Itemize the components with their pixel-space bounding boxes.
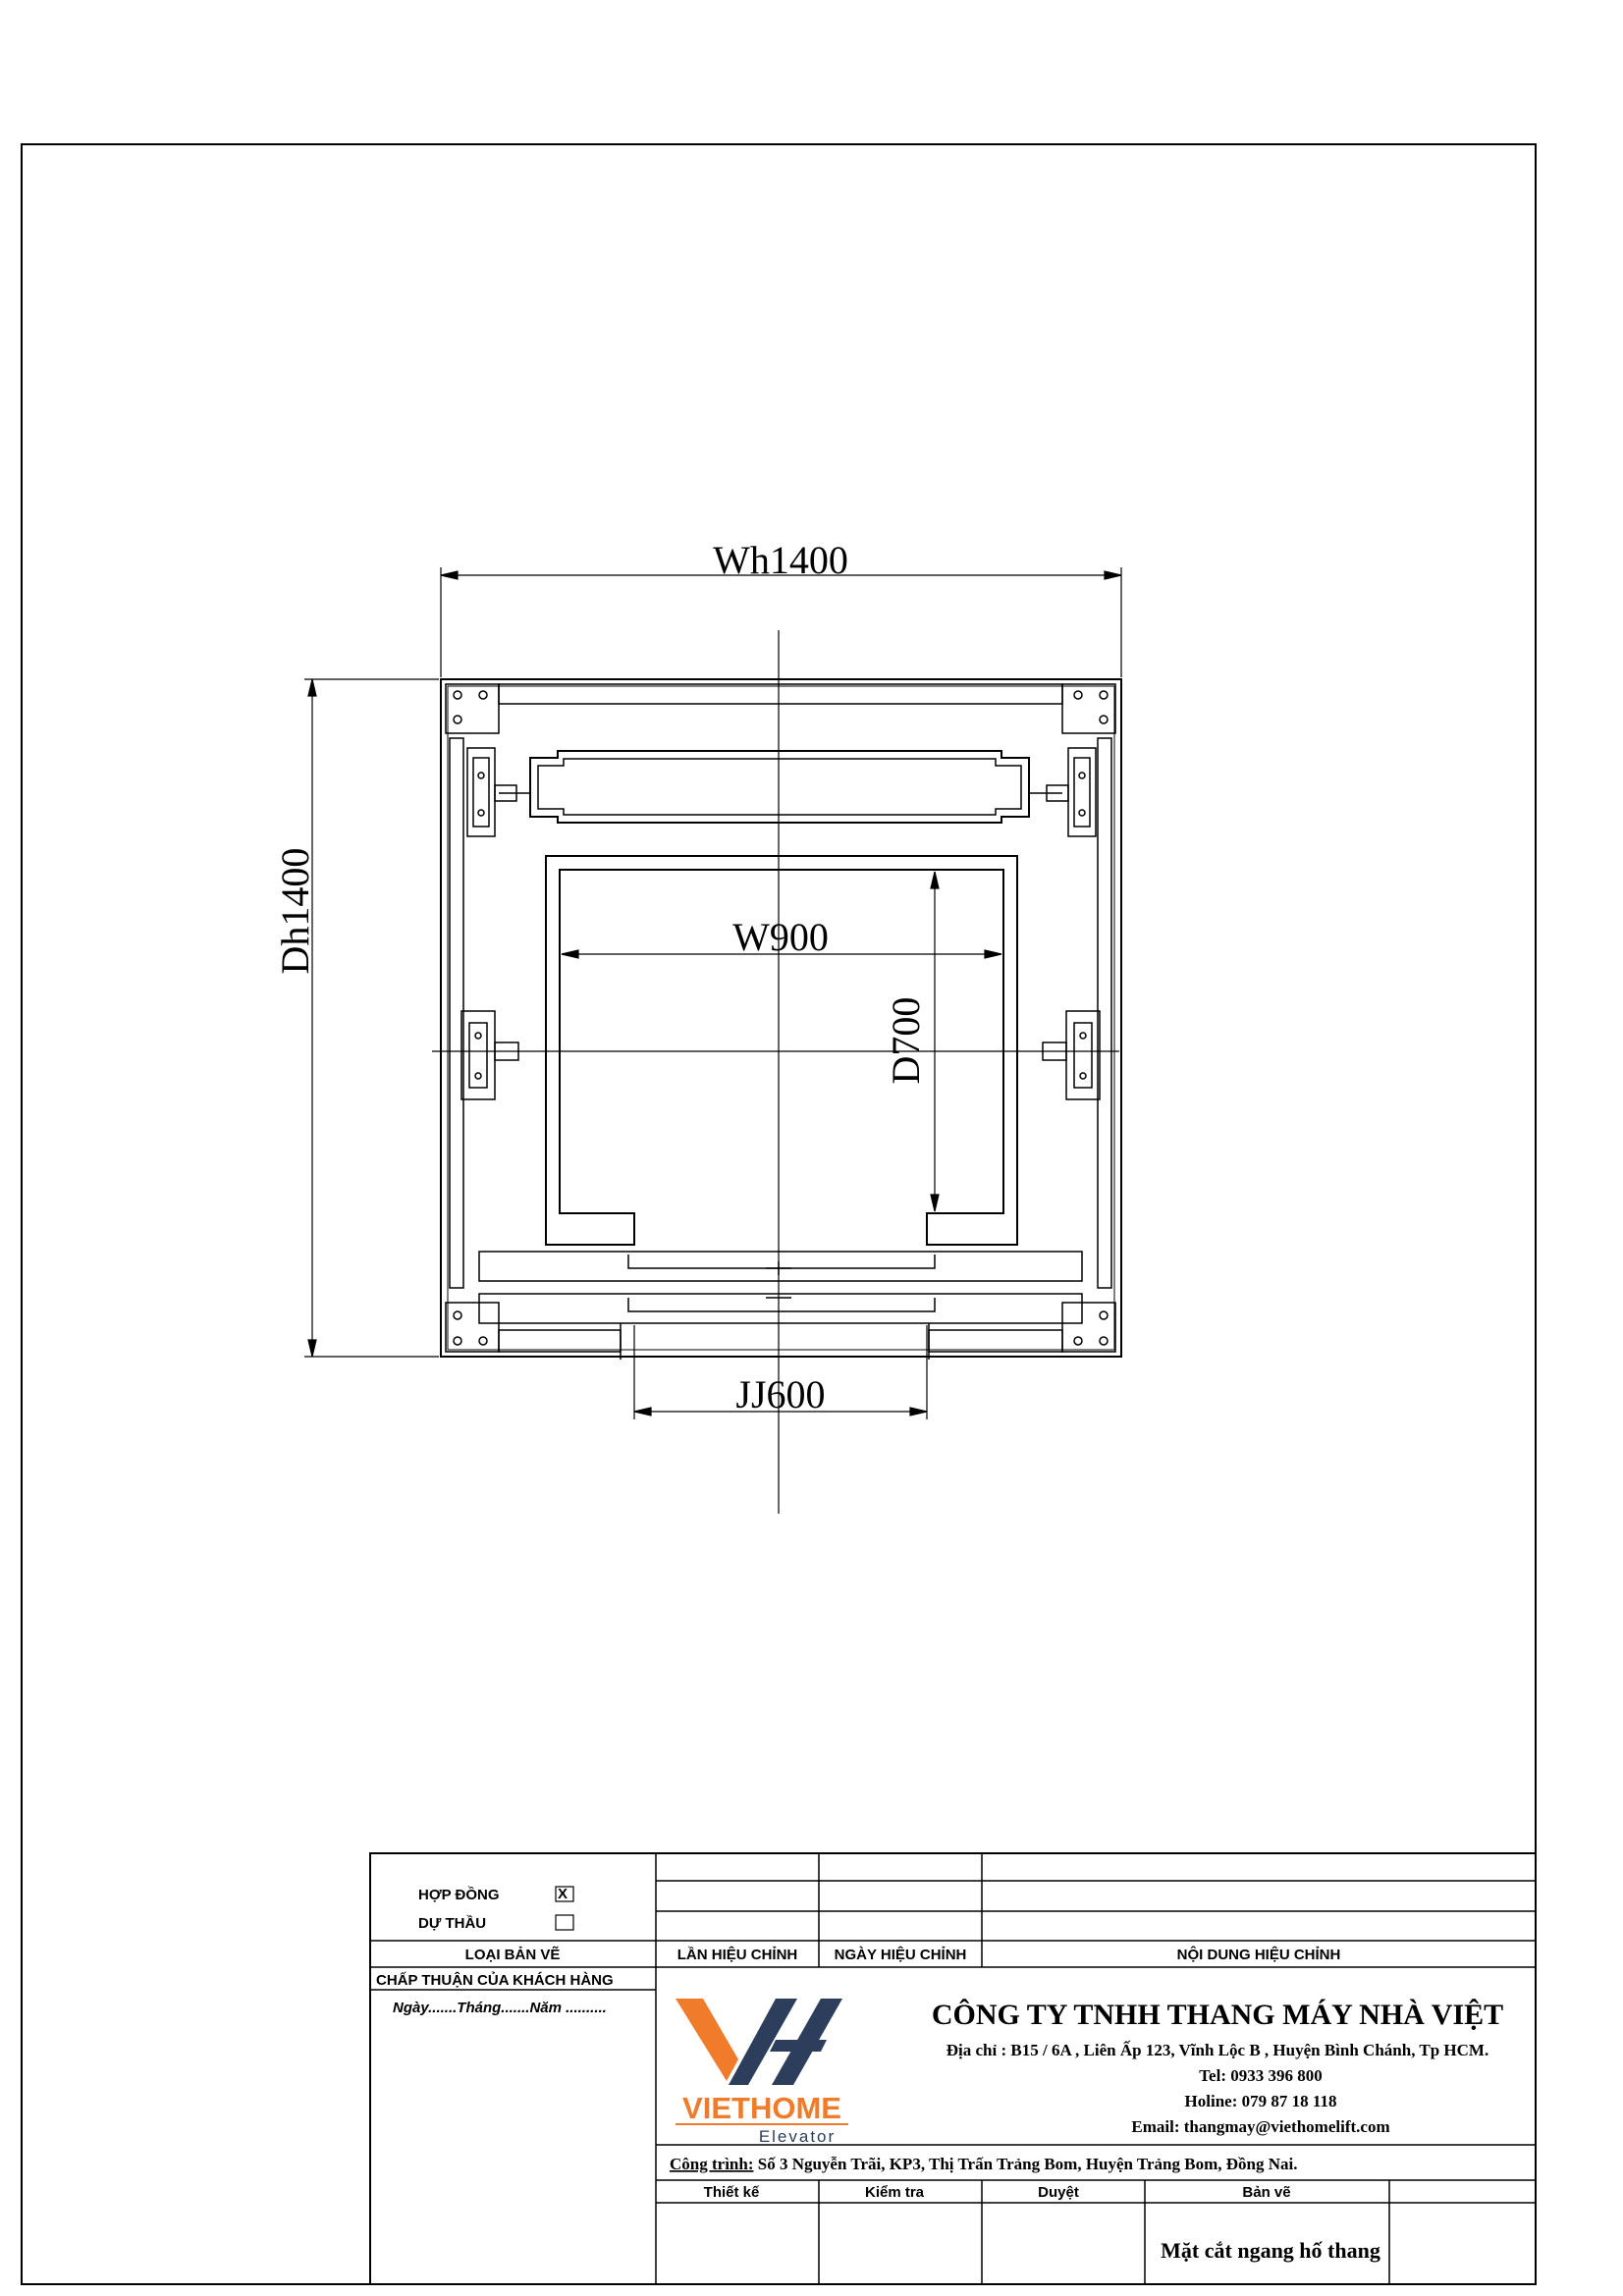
company-hotline: Holine: 079 87 18 118 — [1184, 2092, 1337, 2110]
door-jambs — [499, 1323, 1062, 1360]
designer-label: Thiết kế — [703, 2184, 760, 2201]
shaft-inner-outline — [448, 686, 1114, 1350]
logo-sub: Elevator — [758, 2127, 837, 2146]
contract-mark: X — [558, 1886, 568, 1902]
title-block — [370, 1853, 1536, 2284]
car-depth-label: D700 — [884, 996, 928, 1085]
approval-label: CHẤP THUẬN CỦA KHÁCH HÀNG — [376, 1972, 614, 1989]
viethome-logo — [676, 1999, 842, 2085]
approval-date-line: Ngày.......Tháng.......Năm .......... — [393, 2000, 607, 2016]
svg-text:Công trình: Số 3 Nguyễn Trãi, — [670, 2155, 1298, 2173]
tender-checkbox — [556, 1915, 573, 1930]
drawing-label: Bản vẽ — [1242, 2184, 1291, 2201]
corner-bracket-tl — [446, 684, 499, 733]
drawing-type-label: LOẠI BẢN VẼ — [464, 1947, 561, 1963]
company-address: Địa chỉ : B15 / 6A , Liên Ấp 123, Vĩnh Lộc B , Huyện Bình Chánh, Tp HCM. — [946, 2041, 1489, 2059]
dimension-lines — [304, 567, 1121, 1419]
landing-door-sill — [479, 1294, 1082, 1323]
counterweight — [499, 751, 1062, 823]
project-value: Số 3 Nguyễn Trãi, KP3, Thị Trấn Trảng Bom, Huyện Trảng Bom, Đồng Nai. — [753, 2155, 1298, 2173]
cw-rail-right — [1047, 748, 1096, 836]
shaft-width-label: Wh1400 — [713, 538, 848, 582]
car-rail-left — [461, 1011, 518, 1099]
dimension-labels — [273, 538, 928, 1416]
approver-label: Duyệt — [1038, 2184, 1079, 2201]
company-tel: Tel: 0933 396 800 — [1199, 2066, 1323, 2085]
company-name: CÔNG TY TNHH THANG MÁY NHÀ VIỆT — [931, 1999, 1504, 2031]
door-width-label: JJ600 — [735, 1372, 826, 1416]
cw-rail-left — [467, 748, 516, 836]
contract-label: HỢP ĐỒNG — [418, 1887, 500, 1903]
title-block-text — [376, 1886, 1503, 2263]
shaft-outline — [441, 679, 1121, 1357]
checker-label: Kiểm tra — [864, 2184, 925, 2201]
logo-name: VIETHOME — [682, 2091, 841, 2125]
corner-bracket-tr — [1062, 684, 1115, 733]
top-beam — [499, 684, 1062, 704]
corner-bracket-bl — [446, 1303, 499, 1352]
project-label: Công trình: — [670, 2155, 754, 2173]
car-width-label: W900 — [732, 915, 829, 959]
company-email: Email: thangmay@viethomelift.com — [1131, 2117, 1390, 2136]
drawing-title: Mặt cắt ngang hố thang — [1161, 2238, 1380, 2263]
corner-bracket-br — [1062, 1303, 1115, 1352]
shaft-depth-label: Dh1400 — [273, 847, 317, 975]
car-rail-right — [1043, 1011, 1100, 1099]
car-door-sill — [479, 1252, 1082, 1281]
revision-date-label: NGÀY HIỆU CHỈNH — [834, 1947, 967, 1963]
tender-label: DỰ THẦU — [418, 1915, 487, 1932]
revision-content-label: NỘI DUNG HIỆU CHỈNH — [1176, 1947, 1341, 1963]
revision-no-label: LẦN HIỆU CHỈNH — [676, 1947, 798, 1963]
